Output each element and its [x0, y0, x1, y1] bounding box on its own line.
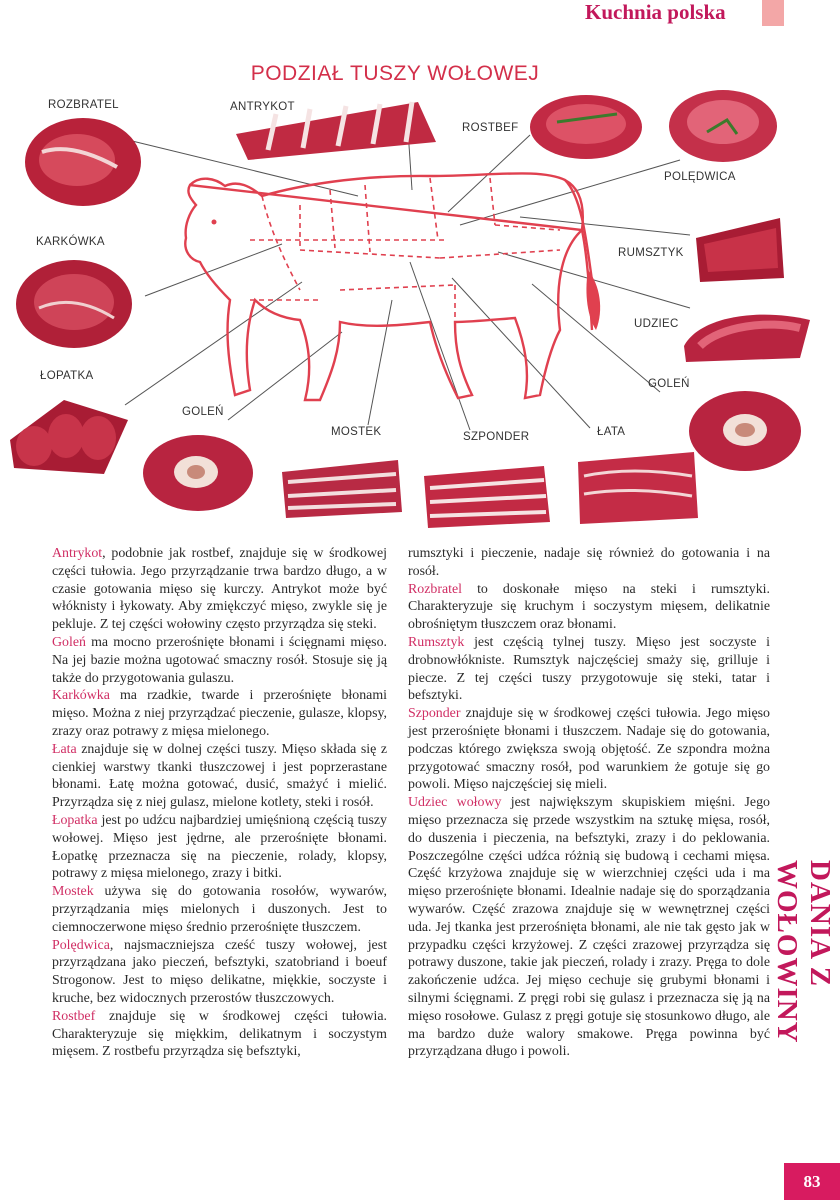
label-antrykot: ANTRYKOT — [230, 101, 295, 113]
entry-term: Łopatka — [52, 812, 98, 828]
lopatka-meat-image — [4, 390, 132, 478]
entry-text: ma mocno przerośnięte błonami i ścięgnami mięso. Na jej bazie można ugotować smaczny rosół. Stosuje się ją także do przygotowania gulaszu. — [52, 634, 387, 686]
rumsztyk-meat-image — [690, 208, 788, 288]
cow-eye — [212, 220, 217, 225]
page-number: 83 — [784, 1163, 840, 1200]
entry-term: Rozbratel — [408, 581, 462, 597]
entry-rumsztyk — [408, 634, 770, 705]
udziec-meat-image — [680, 306, 814, 364]
entry-lopatka — [52, 812, 387, 883]
entry-term: Rumsztyk — [408, 634, 465, 650]
golen-left-meat-image — [140, 432, 256, 514]
label-lopatka: ŁOPATKA — [40, 370, 94, 382]
entry-text: rumsztyki i pieczenie, nadaje się również do gotowania i na rosół. — [408, 546, 770, 579]
entry-szponder — [408, 705, 770, 794]
entry-text: jest największym skupiskiem mięśni. Jego mięso przeznacza się przede wszystkim na sztukę mięsa, rosół, do duszenia i pieczenia, na befsztyki, zrazy i do peklowania. Poszczególne części udźca różnią się budową i cechami mięsa. Część krzyżowa znajduje się w wierzchniej części uda i ma mięso przerośnięte błonami. Idealnie nadaje się do sporządzania wywarów. Część zrazowa znajduje się w wewnętrznej części uda. Jej tkanka jest przerośnięta błonami, ale nie tak gęsto jak w przypadku części krzyżowej. Z części zrazowej przyrządza się potrawy duszone, takie jak pieczeń, rolady i zrazy. Pręga to dole zakończenie udźca. Jej mięso cechuje się grubymi błonami i silnymi ścięgnami. Z pręgi robi się gulasz i przeznacza się ją na mięso rosołowe. Gulasz z pręgi gotuje się stosunkowo długo, ale ma bardzo duże walory smakowe. Pręga powinna być przyrządzana długo i powoli. — [408, 795, 770, 1060]
right-column — [408, 545, 770, 1061]
entry-term: Polędwica — [52, 937, 110, 953]
lata-meat-image — [572, 446, 702, 528]
entry-text: znajduje się w środkowej części tułowia. Jego mięso jest przerośnięte błonami i tłuszczem. Nadaje się do gotowania, podczas którego zwiększa swoją objętość. Ze szpondra można przygotować smaczny rosół, pod warunkiem że gotuje się go powoli. Mięso najczęściej się mieli. — [408, 706, 770, 793]
entry-term: Rostbef — [52, 1008, 96, 1024]
label-rostbef: ROSTBEF — [462, 122, 519, 134]
entry-term: Szponder — [408, 706, 461, 722]
label-mostek: MOSTEK — [331, 426, 382, 438]
entry-rostbef — [52, 1008, 387, 1061]
label-karkowka: KARKÓWKA — [36, 236, 105, 248]
label-poledwica: POLĘDWICA — [664, 171, 736, 183]
entry-term: Udziec wołowy — [408, 795, 502, 811]
rozbratel-meat-image — [22, 112, 144, 210]
label-szponder: SZPONDER — [463, 431, 530, 443]
entry-term: Goleń — [52, 634, 86, 650]
mostek-meat-image — [278, 452, 404, 522]
entry-text: jest częścią tylnej tuszy. Mięso jest soczyste i drobnowłókniste. Rumsztyk najczęściej smaży się, grilluje i piecze. Z tej części tuszy przygotowuje się steki, tatar i befsztyki. — [408, 634, 770, 704]
entry-lata — [52, 741, 387, 812]
entry-term: Karkówka — [52, 688, 110, 704]
label-lata: ŁATA — [597, 426, 626, 438]
entry-term: Mostek — [52, 884, 94, 900]
entry-text: używa się do gotowania rosołów, wywarów, przyrządzania mięs mielonych i duszonych. Jest to ciemnoczerwone mięso średnio przerośnięte tłuszczem. — [52, 884, 387, 935]
entry-text: to doskonałe mięso na steki i rumsztyki. Charakteryzuje się kruchym i soczystym mięsem, delikatnie obrośniętym tłuszczem oraz błonami. — [408, 581, 770, 633]
label-udziec: UDZIEC — [634, 318, 679, 330]
entry-text: , podobnie jak rostbef, znajduje się w środkowej części tułowia. Jego przyrządzanie trwa bardzo długo, a w czasie gotowania mięso się kurczy. Antrykot może być włóknisty i łykowaty. Aby zmiękczyć mięso, zwykle się je pekluje. Z tej części wołowiny często przyrządza się steki. — [52, 546, 387, 633]
running-header: Kuchnia polska — [585, 0, 726, 24]
entry-term: Łata — [52, 741, 77, 757]
entry-udziec — [408, 794, 770, 1061]
entry-term: Antrykot — [52, 546, 103, 561]
entry-text: znajduje się w dolnej części tuszy. Mięso składa się z cienkiej warstwy tkanki tłuszczowej i jest poprzerastane błonami. Łatę można gotować, dusić, smażyć i mielić. Przyrządza się z niej gulasz, mielone kotlety, steki i rosół. — [52, 741, 387, 811]
rostbef-meat-image — [527, 92, 645, 162]
entry-antrykot — [52, 545, 387, 634]
label-golen-right: GOLEŃ — [648, 378, 690, 390]
karkowka-meat-image — [14, 258, 134, 350]
entry-rozbratel — [408, 581, 770, 634]
entry-rostbef-continued — [408, 545, 770, 581]
entry-karkowka — [52, 687, 387, 740]
entry-text: , najsmaczniejsza cześć tuszy wołowej, jest przyrządzana jako pieczeń, befsztyki, szatobriand i boeuf Strogonow. Jest to mięso delikatne, miękkie, soczyste i kruche, bez widocznych przerostów tłuszczowych. — [52, 937, 387, 1006]
chapter-side-label: DANIA Z WOŁOWINY — [771, 860, 836, 1044]
diagram-title: PODZIAŁ TUSZY WOŁOWEJ — [250, 62, 540, 85]
entry-text: jest po udźcu najbardziej umięśnioną częścią tuszy wołowej. Mięso jest jędrne, ale przerośnięte błonami. Łopatkę przeznacza się na pieczenie, rolady, klopsy, potrawy z mięsa mielonego, zrazy i bitki. — [52, 812, 387, 882]
entry-text: ma rzadkie, twarde i przerośnięte błonami mięso. Można z niej przyrządzać pieczenie, gulasze, klopsy, zrazy oraz potrawy z mięsa mielonego. — [52, 688, 387, 739]
entry-mostek — [52, 883, 387, 936]
cow-tail-tuft — [586, 270, 600, 330]
golen-right-meat-image — [686, 388, 804, 474]
cut-lines — [250, 178, 560, 322]
entry-golen — [52, 634, 387, 687]
entry-poledwica — [52, 937, 387, 1008]
szponder-meat-image — [418, 456, 554, 532]
entry-text: znajduje się w środkowej części tułowia. Charakteryzuje się miękkim, delikatnym i soczystym mięsem. Z rostbefu przyrządza się befsztyki, — [52, 1008, 387, 1060]
label-rumsztyk: RUMSZTYK — [618, 247, 684, 259]
label-golen-left: GOLEŃ — [182, 406, 224, 418]
label-rozbratel: ROZBRATEL — [48, 99, 119, 111]
left-column — [52, 545, 387, 1061]
poledwica-meat-image — [667, 82, 779, 166]
